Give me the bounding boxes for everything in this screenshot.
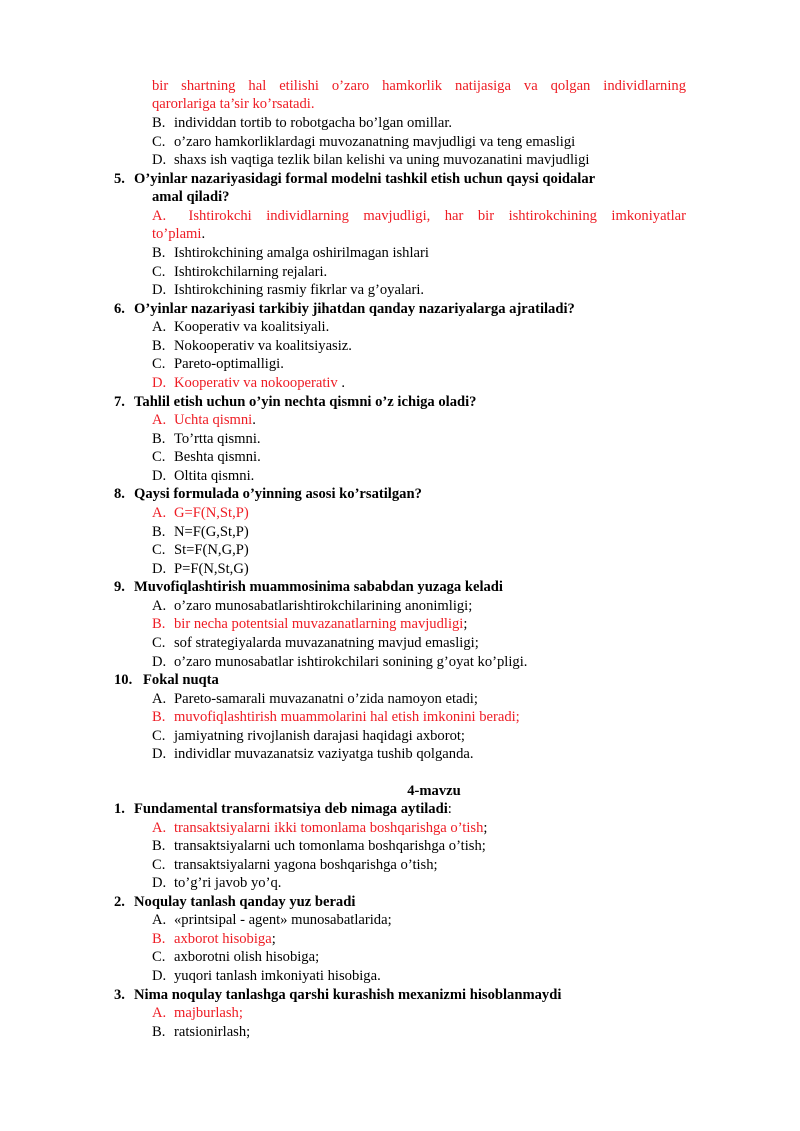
- section-question-3: 3. Nima noqulay tanlashga qarshi kurashish mexanizmi hisoblanmaydi: [114, 987, 562, 1003]
- answer-a: A. majburlash;: [152, 1005, 243, 1021]
- option-d: D. Oltita qismni.: [152, 468, 255, 484]
- option-c: C. Ishtirokchilarning rejalari.: [152, 264, 328, 280]
- answer-a-line: qarorlariga ta’sir ko’rsatadi.: [152, 96, 315, 112]
- section-title: 4-mavzu: [407, 783, 461, 799]
- option-b: B. Nokooperativ va koalitsiyasiz.: [152, 338, 352, 354]
- answer-b: B. axborot hisobiga;: [152, 931, 276, 947]
- section-question-1: 1. Fundamental transformatsiya deb nimaga aytiladi:: [114, 801, 452, 817]
- answer-a-cont: to’plami.: [152, 226, 206, 242]
- option-d: D. Ishtirokchining rasmiy fikrlar va g’oyalari.: [152, 282, 425, 298]
- option-a: A. Pareto-samarali muvazanatni o’zida namoyon etadi;: [152, 691, 478, 707]
- option-b: B. transaktsiyalarni uch tomonlama boshqarishga o’tish;: [152, 838, 486, 854]
- option-d: D. individlar muvazanatsiz vaziyatga tushib qolganda.: [152, 746, 474, 762]
- option-b: B. Ishtirokchining amalga oshirilmagan ishlari: [152, 245, 429, 261]
- question-8: 8. Qaysi formulada o’yinning asosi ko’rsatilgan?: [114, 486, 422, 502]
- option-c: C. Pareto-optimalligi.: [152, 356, 284, 372]
- option-c: C. St=F(N,G,P): [152, 542, 249, 558]
- option-b: B. N=F(G,St,P): [152, 524, 249, 540]
- question-10: 10. Fokal nuqta: [114, 672, 219, 688]
- option-b: B. individdan tortib to robotgacha bo’lgan omillar.: [152, 115, 453, 131]
- option-a: A. «printsipal - agent» munosabatlarida;: [152, 912, 392, 928]
- option-c: C. axborotni olish hisobiga;: [152, 949, 320, 965]
- answer-b: B. muvofiqlashtirish muammolarini hal etish imkonini beradi;: [152, 709, 520, 725]
- answer-b: B. bir necha potentsial muvazanatlarning mavjudligi;: [152, 616, 468, 632]
- question-9: 9. Muvofiqlashtirish muammosinima sababdan yuzaga keladi: [114, 579, 503, 595]
- option-d: D. yuqori tanlash imkoniyati hisobiga.: [152, 968, 381, 984]
- answer-a-line: bir shartning hal etilishi o’zaro hamkorlik natijasiga va qolgan individlarning: [152, 78, 686, 94]
- option-c: C. jamiyatning rivojlanish darajasi haqidagi axborot;: [152, 728, 465, 744]
- option-d: D. to’g’ri javob yo’q.: [152, 875, 282, 891]
- option-d: D. o’zaro munosabatlar ishtirokchilari sonining g’oyat ko’pligi.: [152, 654, 528, 670]
- option-b: B. To’rtta qismni.: [152, 431, 261, 447]
- option-a: A. Kooperativ va koalitsiyali.: [152, 319, 330, 335]
- option-d: D. P=F(N,St,G): [152, 561, 249, 577]
- option-b: B. ratsionirlash;: [152, 1024, 251, 1040]
- answer-a: A. G=F(N,St,P): [152, 505, 249, 521]
- option-c: C. Beshta qismni.: [152, 449, 261, 465]
- option-d: D. shaxs ish vaqtiga tezlik bilan kelishi va uning muvozanatini mavjudligi: [152, 152, 590, 168]
- question-7: 7. Tahlil etish uchun o’yin nechta qismni o’z ichiga oladi?: [114, 394, 477, 410]
- option-c: C. transaktsiyalarni yagona boshqarishga o’tish;: [152, 857, 438, 873]
- answer-a: A. transaktsiyalarni ikki tomonlama boshqarishga o’tish;: [152, 820, 488, 836]
- answer-a: A. Uchta qismni.: [152, 412, 256, 428]
- answer-d: D. Kooperativ va nokooperativ .: [152, 375, 346, 391]
- option-c: C. o’zaro hamkorliklardagi muvozanatning mavjudligi va teng emasligi: [152, 134, 576, 150]
- option-c: C. sof strategiyalarda muvazanatning mavjud emasligi;: [152, 635, 479, 651]
- question-5-cont: amal qiladi?: [152, 189, 230, 205]
- question-5: 5. O’yinlar nazariyasidagi formal modelni tashkil etish uchun qaysi qoidalar: [114, 171, 596, 187]
- section-question-2: 2. Noqulay tanlash qanday yuz beradi: [114, 894, 356, 910]
- option-a: A. o’zaro munosabatlarishtirokchilarining anonimligi;: [152, 598, 473, 614]
- question-6: 6. O’yinlar nazariyasi tarkibiy jihatdan qanday nazariyalarga ajratiladi?: [114, 301, 575, 317]
- answer-a: A. Ishtirokchi individlarning mavjudligi, har bir ishtirokchining imkoniyatlar: [152, 208, 686, 224]
